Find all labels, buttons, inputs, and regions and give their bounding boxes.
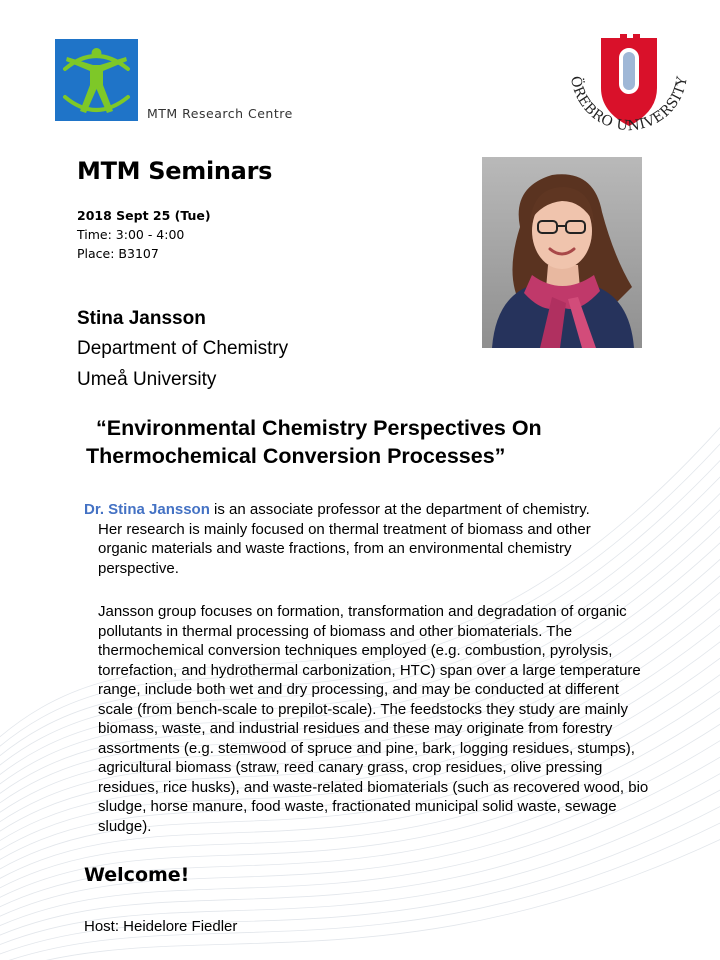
mtm-logo-icon bbox=[55, 39, 138, 121]
seminar-time: Time: 3:00 - 4:00 bbox=[77, 227, 185, 242]
seminar-date: 2018 Sept 25 (Tue) bbox=[77, 208, 211, 223]
background-wave-line bbox=[0, 830, 720, 960]
speaker-portrait-icon bbox=[482, 157, 642, 348]
talk-title bbox=[86, 414, 686, 470]
talk-title-line1: “Environmental Chemistry Perspectives On bbox=[96, 416, 542, 440]
bio-rest: Her research is mainly focused on thermal treatment of biomass and other organic materials and waste fractions, from an environmental chemistry perspective. bbox=[98, 520, 591, 577]
talk-title-line2: Thermochemical Conversion Processes” bbox=[86, 444, 506, 468]
host-name: Host: Heidelore Fiedler bbox=[84, 918, 238, 935]
speaker-bio bbox=[84, 500, 644, 578]
seminar-place: Place: B3107 bbox=[77, 246, 159, 261]
mtm-research-centre-label: MTM Research Centre bbox=[147, 106, 293, 121]
bio-speaker-highlight: Dr. Stina Jansson bbox=[84, 501, 210, 518]
orebro-logo-text: ÖREBRO UNIVERSITY bbox=[566, 74, 691, 135]
page-title: MTM Seminars bbox=[77, 157, 273, 185]
orebro-university-logo-icon bbox=[557, 34, 701, 144]
speaker-department: Department of Chemistry bbox=[77, 338, 289, 359]
speaker-university: Umeå University bbox=[77, 369, 217, 390]
bio-first-line: is an associate professor at the department of chemistry. bbox=[209, 501, 590, 518]
speaker-name: Stina Jansson bbox=[77, 308, 206, 329]
research-description: Jansson group focuses on formation, transformation and degradation of organic pollutants in thermal processing of biomass and other biomaterials. The thermochemical conversion techniques employed (e.g. combustion, pyrolysis, torrefaction, and hydrothermal carbonization, HTC) span over a large temperature range, include both wet and dry processing, and may be conducted at different scale (from bench-scale to prepilot-scale). The feedstocks they study are mainly biomass, waste, and industrial residues and these may originate from forestry assortments (e.g. stemwood of spruce and pine, bark, logging residues, stumps), agricultural biomass (straw, reed canary grass, crop residues, olive pressing residues, rice husks), and waste-related biomaterials (such as recovered wood, bio sludge, horse manure, food waste, fractionated municipal solid waste, sewage sludge). bbox=[98, 603, 649, 835]
welcome-text: Welcome! bbox=[84, 864, 190, 886]
